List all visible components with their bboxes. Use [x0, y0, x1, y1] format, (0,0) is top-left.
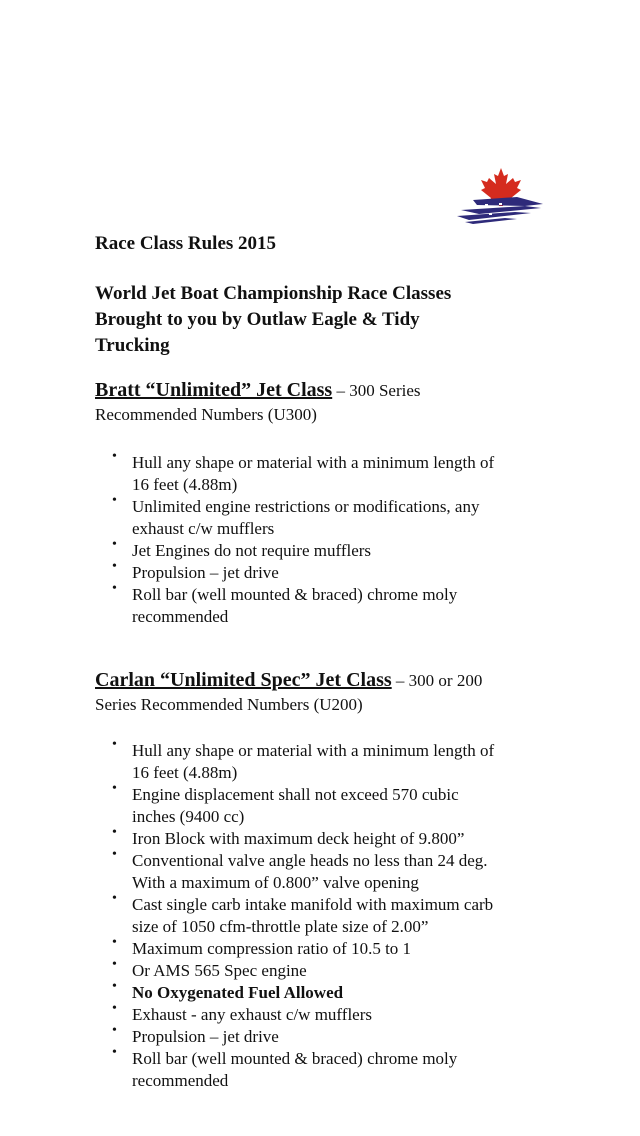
series-info-line: Recommended Numbers (U300) [95, 405, 317, 424]
bullet-icon: • [112, 581, 117, 596]
rule-text: size of 1050 cfm-throttle plate size of 2.00” [132, 917, 429, 936]
heading-line: Brought to you by Outlaw Eagle & Tidy [95, 309, 420, 330]
rule-item [95, 979, 565, 1004]
rule-text: 16 feet (4.88m) [132, 475, 238, 494]
bullet-icon: • [112, 825, 117, 840]
rule-item [95, 957, 565, 982]
bullet-icon: • [112, 935, 117, 950]
rule-text: Conventional valve angle heads no less than 24 deg. [132, 851, 488, 870]
series-info: – 300 or 200 [391, 671, 483, 690]
bullet-icon: • [112, 957, 117, 972]
rule-text: Cast single carb intake manifold with maximum carb [132, 895, 494, 914]
rule-text: Hull any shape or material with a minimum length of [132, 453, 495, 472]
maple-leaf-jet-boat-logo [455, 166, 547, 230]
rule-text: Exhaust - any exhaust c/w mufflers [132, 1005, 372, 1024]
bullet-icon: • [112, 979, 117, 994]
rule-item [95, 781, 565, 828]
class-name: Carlan “Unlimited Spec” Jet Class [95, 669, 392, 691]
class-header [95, 378, 565, 403]
series-info-line: Series Recommended Numbers (U200) [95, 695, 363, 714]
heading-line: Trucking [95, 335, 170, 356]
rule-item [95, 581, 565, 628]
rule-text: No Oxygenated Fuel Allowed [132, 983, 344, 1002]
jet-boat-icon [457, 197, 543, 224]
rule-item [95, 1045, 565, 1092]
rule-text: Iron Block with maximum deck height of 9.800” [132, 829, 465, 848]
bullet-icon: • [112, 449, 117, 464]
rule-text: With a maximum of 0.800” valve opening [132, 873, 419, 892]
championship-heading [95, 281, 535, 359]
rule-item [95, 737, 565, 784]
rule-item [95, 449, 565, 496]
rule-item [95, 1001, 565, 1026]
rule-text: Hull any shape or material with a minimum length of [132, 741, 495, 760]
rule-item [95, 891, 565, 938]
rule-text: Roll bar (well mounted & braced) chrome moly [132, 585, 458, 604]
bullet-icon: • [112, 1023, 117, 1038]
bullet-icon: • [112, 537, 117, 552]
rule-item [95, 493, 565, 540]
rule-text: exhaust c/w mufflers [132, 519, 275, 538]
rule-text: Engine displacement shall not exceed 570 cubic [132, 785, 459, 804]
bullet-icon: • [112, 891, 117, 906]
rule-text: Or AMS 565 Spec engine [132, 961, 307, 980]
heading-line: World Jet Boat Championship Race Classes [95, 283, 452, 304]
bullet-icon: • [112, 493, 117, 508]
rule-text: Propulsion – jet drive [132, 1027, 279, 1046]
bullet-icon: • [112, 737, 117, 752]
rule-text: Jet Engines do not require mufflers [132, 541, 372, 560]
series-info: – 300 Series [332, 381, 421, 400]
class-name: Bratt “Unlimited” Jet Class [95, 379, 333, 401]
bullet-icon: • [112, 1045, 117, 1060]
rule-text: Maximum compression ratio of 10.5 to 1 [132, 939, 412, 958]
rule-item [95, 935, 565, 960]
rule-text: Propulsion – jet drive [132, 563, 279, 582]
class-header [95, 668, 565, 693]
rule-item [95, 537, 565, 562]
bratt-unlimited-section [95, 378, 565, 628]
rule-text: Roll bar (well mounted & braced) chrome moly [132, 1049, 458, 1068]
bullet-icon: • [112, 847, 117, 862]
bullet-icon: • [112, 1001, 117, 1016]
carlan-unlimited-spec-section [95, 668, 565, 1092]
page-title: Race Class Rules 2015 [95, 233, 277, 254]
rule-text: inches (9400 cc) [132, 807, 245, 826]
rules-list [95, 449, 565, 628]
rules-list [95, 737, 565, 1092]
rule-item [95, 559, 565, 584]
bullet-icon: • [112, 781, 117, 796]
rule-text: recommended [132, 1071, 229, 1090]
rule-text: recommended [132, 607, 229, 626]
bullet-icon: • [112, 559, 117, 574]
rule-item [95, 847, 565, 894]
rule-item [95, 825, 565, 850]
rule-text: Unlimited engine restrictions or modifications, any [132, 497, 480, 516]
rule-item [95, 1023, 565, 1048]
rule-text: 16 feet (4.88m) [132, 763, 238, 782]
